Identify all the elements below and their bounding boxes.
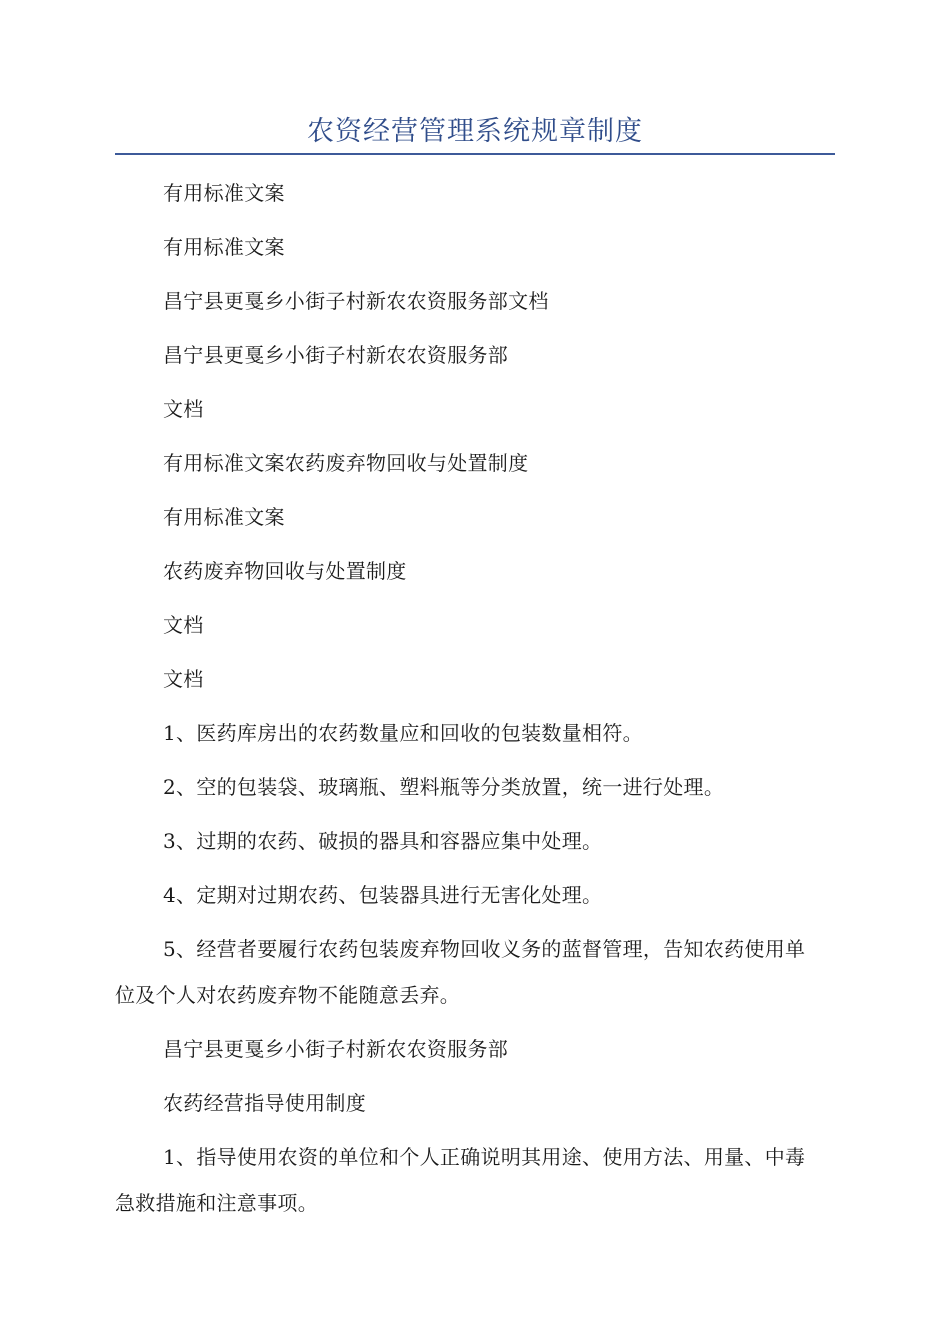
list-item: 5、经营者要履行农药包装废弃物回收义务的蓝督管理，告知农药使用单位及个人对农药废弃物不能随意丢弃。 xyxy=(115,937,806,1007)
list-item: 4、定期对过期农药、包装器具进行无害化处理。 xyxy=(163,883,603,907)
paragraph: 有用标准文案 xyxy=(163,235,285,259)
paragraph: 农药废弃物回收与处置制度 xyxy=(163,559,407,583)
document-body xyxy=(115,170,825,1234)
list-item: 1、医药库房出的农药数量应和回收的包装数量相符。 xyxy=(163,721,643,745)
section-heading: 农药经营指导使用制度 xyxy=(163,1091,366,1115)
list-item: 3、过期的农药、破损的器具和容器应集中处理。 xyxy=(163,829,603,853)
paragraph: 昌宁县更戛乡小街子村新农农资服务部 xyxy=(163,343,509,367)
list-item: 2、空的包装袋、玻璃瓶、塑料瓶等分类放置，统一进行处理。 xyxy=(163,775,725,799)
list-item: 1、指导使用农资的单位和个人正确说明其用途、使用方法、用量、中毒急救措施和注意事项。 xyxy=(115,1145,806,1215)
paragraph: 文档 xyxy=(163,613,204,637)
paragraph: 有用标准文案 xyxy=(163,505,285,529)
paragraph: 有用标准文案 xyxy=(163,181,285,205)
paragraph: 文档 xyxy=(163,397,204,421)
paragraph: 有用标准文案农药废弃物回收与处置制度 xyxy=(163,451,529,475)
paragraph: 昌宁县更戛乡小街子村新农农资服务部文档 xyxy=(163,289,549,313)
paragraph: 昌宁县更戛乡小街子村新农农资服务部 xyxy=(163,1037,509,1061)
paragraph: 文档 xyxy=(163,667,204,691)
title-underline xyxy=(115,153,835,155)
document-title: 农资经营管理系统规章制度 xyxy=(307,116,643,147)
